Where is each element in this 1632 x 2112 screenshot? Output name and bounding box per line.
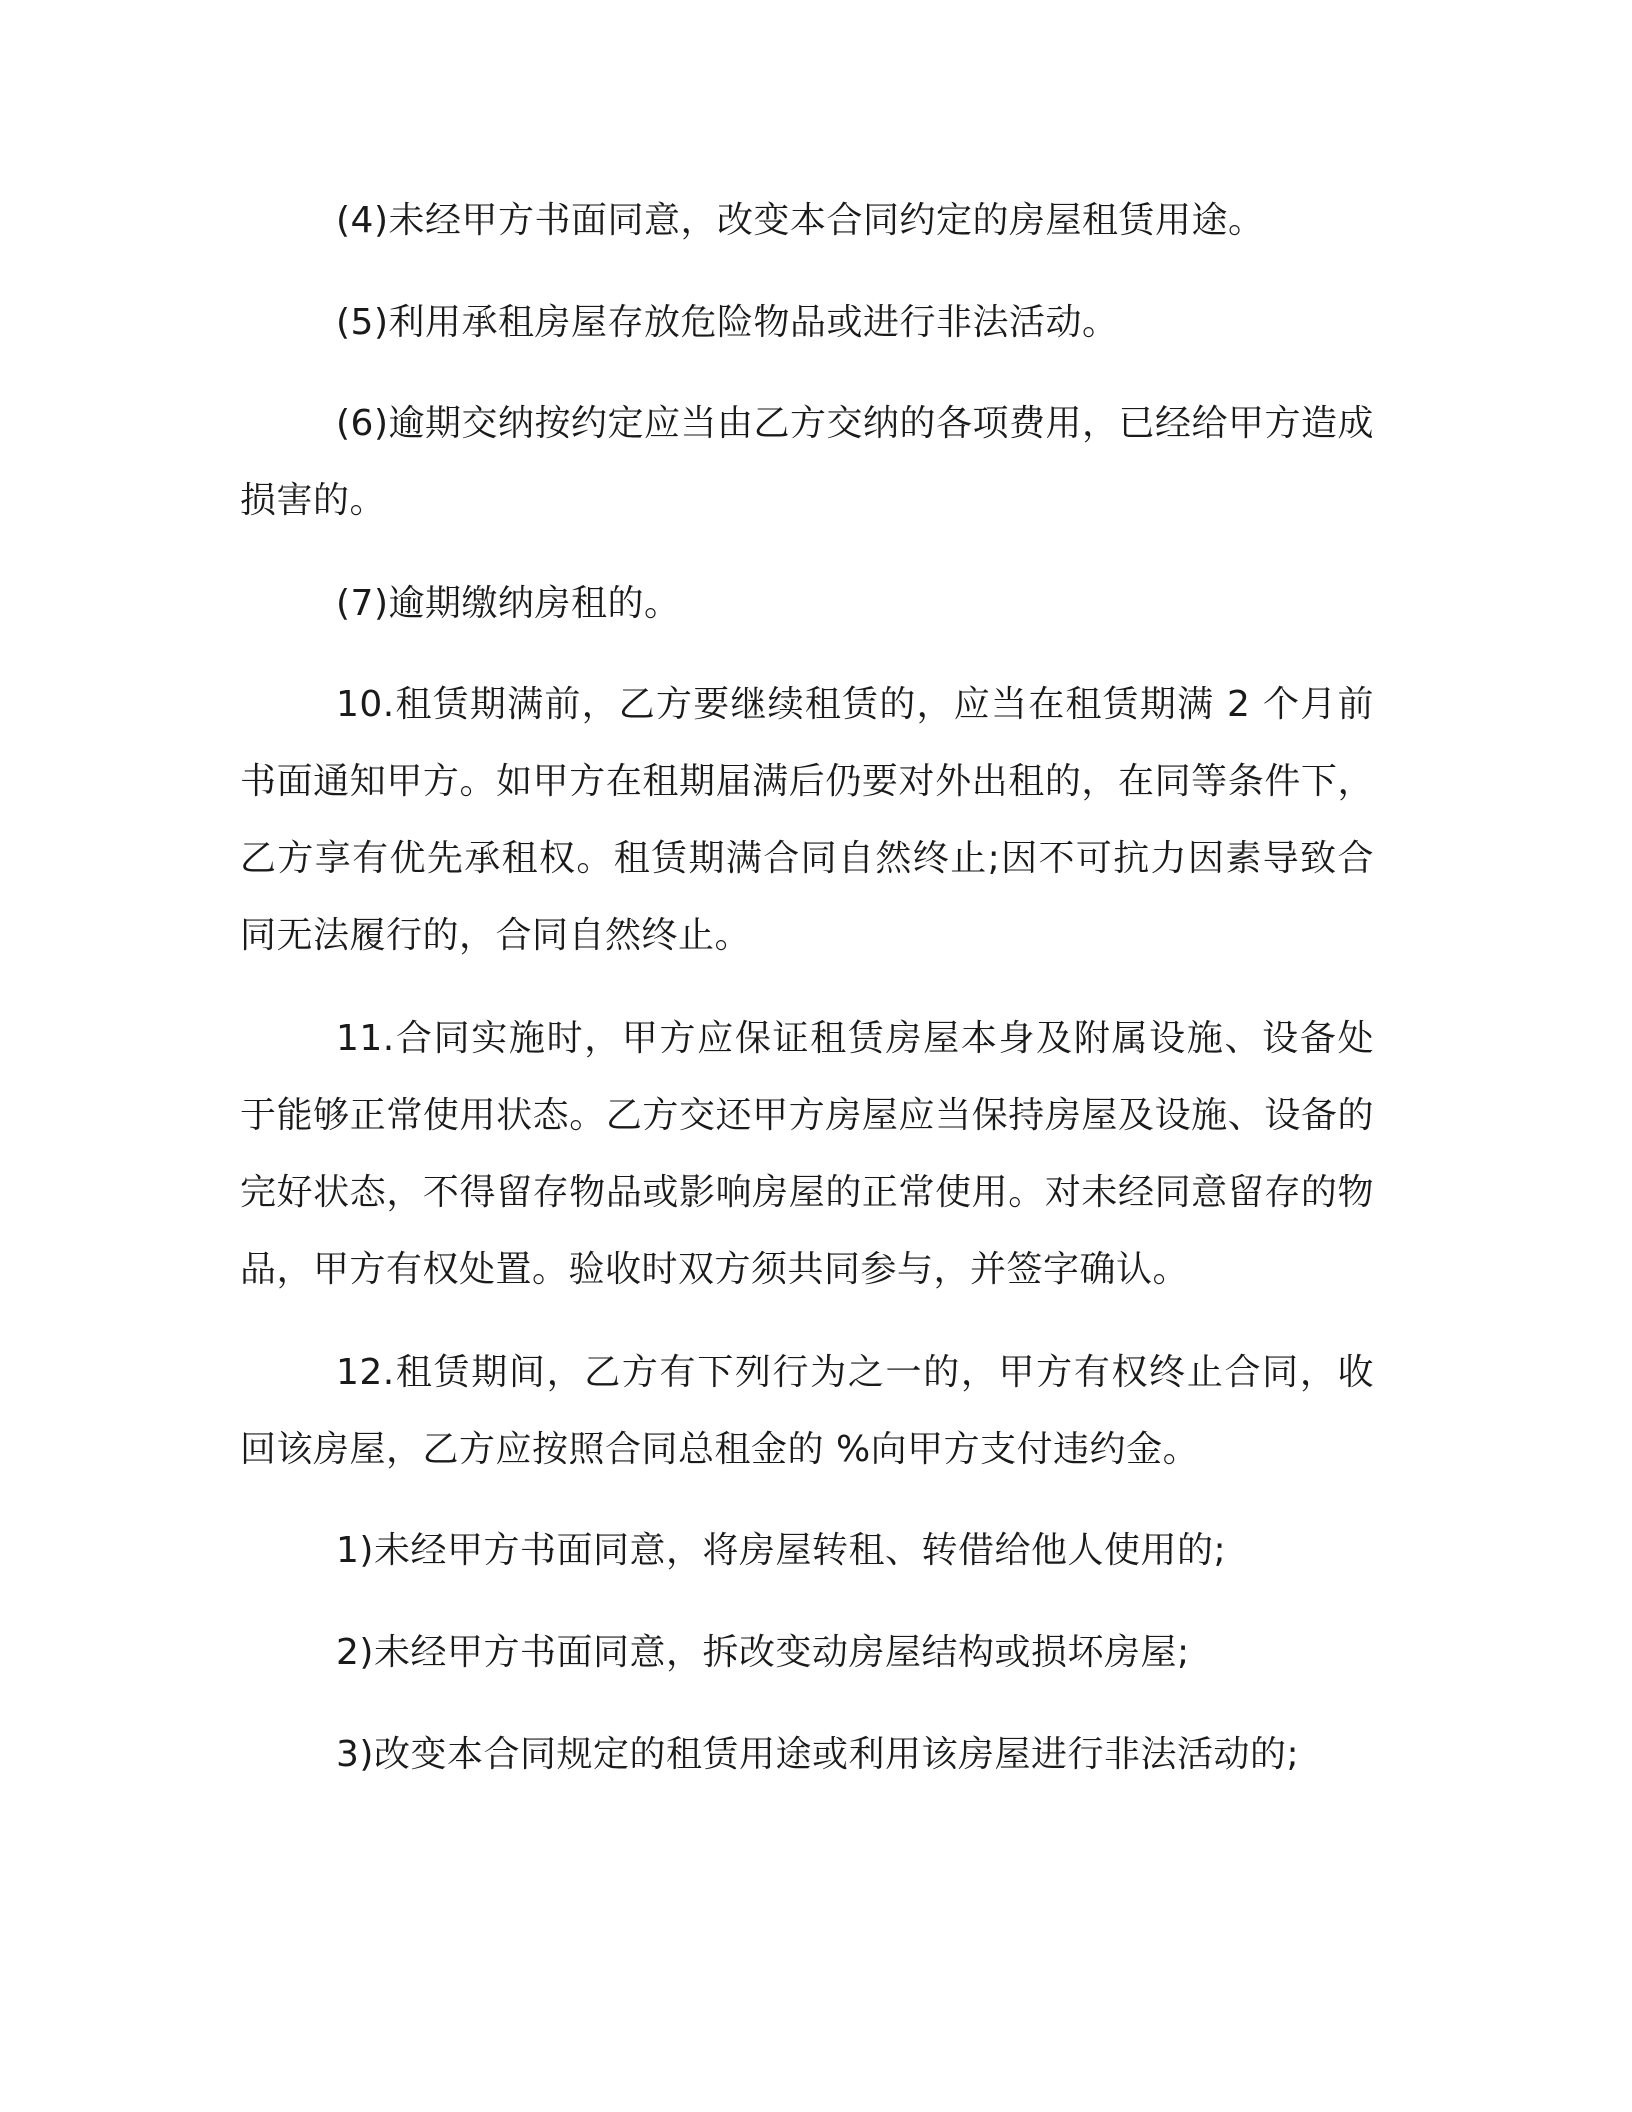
paragraph-clause-10: 10.租赁期满前，乙方要继续租赁的，应当在租赁期满 2 个月前书面通知甲方。如甲方在租期届满后仍要对外出租的，在同等条件下，乙方享有优先承租权。租赁期满合同自然终止;因不可抗力因素导致合同无法履行的，合同自然终止。 <box>240 684 1374 956</box>
paragraph-clause-12: 12.租赁期间，乙方有下列行为之一的，甲方有权终止合同，收回该房屋，乙方应按照合同总租金的 %向甲方支付违约金。 <box>240 1352 1374 1470</box>
paragraph-subitem-3: 3)改变本合同规定的租赁用途或利用该房屋进行非法活动的; <box>336 1734 1300 1775</box>
paragraph-item-5: (5)利用承租房屋存放危险物品或进行非法活动。 <box>336 302 1119 343</box>
paragraph-subitem-2: 2)未经甲方书面同意，拆改变动房屋结构或损坏房屋; <box>336 1632 1190 1673</box>
paragraph-item-7: (7)逾期缴纳房租的。 <box>336 583 681 624</box>
paragraph-item-4: (4)未经甲方书面同意，改变本合同约定的房屋租赁用途。 <box>336 200 1265 241</box>
paragraph-subitem-1: 1)未经甲方书面同意，将房屋转租、转借给他人使用的; <box>336 1530 1227 1571</box>
paragraph-item-6: (6)逾期交纳按约定应当由乙方交纳的各项费用，已经给甲方造成损害的。 <box>240 403 1374 521</box>
paragraph-clause-11: 11.合同实施时，甲方应保证租赁房屋本身及附属设施、设备处于能够正常使用状态。乙方交还甲方房屋应当保持房屋及设施、设备的完好状态，不得留存物品或影响房屋的正常使用。对未经同意留存的物品，甲方有权处置。验收时双方须共同参与，并签字确认。 <box>240 1018 1374 1290</box>
